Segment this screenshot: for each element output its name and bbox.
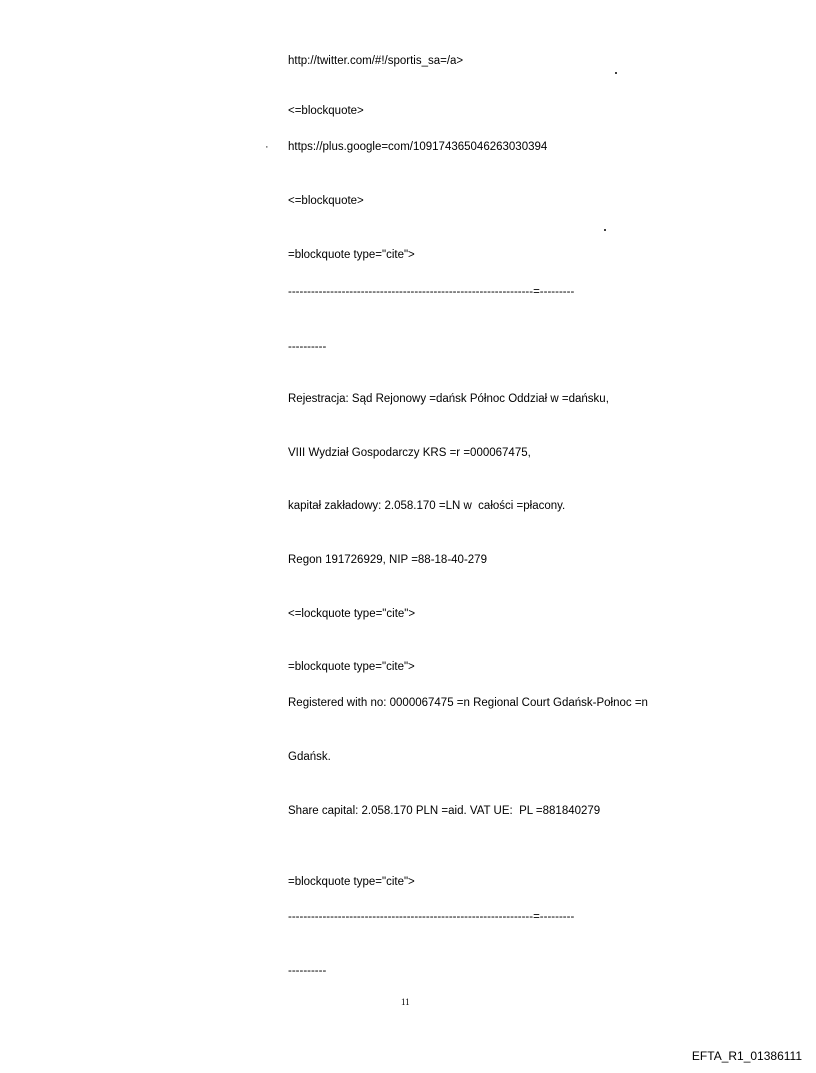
stray-dot-mark: [615, 72, 617, 74]
text-line-lockquote-cite: <=lockquote type="cite">: [288, 608, 416, 620]
text-line-registered-with: Registered with no: 0000067475 =n Regional Court Gdańsk-Połnoc =n: [288, 697, 648, 709]
text-line-google-plus-link: https://plus.google=com/109174365046263030394: [288, 141, 548, 153]
text-line-blockquote-cite: =blockquote type="cite">: [288, 249, 415, 261]
text-line-dashed-short: ----------: [288, 965, 327, 977]
stray-dot-mark: [604, 229, 606, 231]
text-line-krs: VIII Wydział Gospodarczy KRS =r =000067475,: [288, 447, 531, 459]
text-line-blockquote-close: <=blockquote>: [288, 105, 364, 117]
text-line-blockquote-close: <=blockquote>: [288, 195, 364, 207]
text-line-gdansk: Gdańsk.: [288, 751, 331, 763]
text-line-share-capital: Share capital: 2.058.170 PLN =aid. VAT UE: PL =881840279: [288, 805, 601, 817]
text-line-rejestracja: Rejestracja: Sąd Rejonowy =dańsk Północ Oddział w =dańsku,: [288, 393, 609, 405]
page-number: 11: [401, 997, 410, 1007]
text-line-regon-nip: Regon 191726929, NIP =88-18-40-279: [288, 554, 487, 566]
text-line-blockquote-cite: =blockquote type="cite">: [288, 876, 415, 888]
text-line-dashed-separator: ----------------------------------------------------------------=---------: [288, 286, 575, 298]
text-line-dashed-separator: ----------------------------------------------------------------=---------: [288, 911, 575, 923]
text-line-dashed-short: ----------: [288, 341, 327, 353]
text-line-kapital: kapitał zakładowy: 2.058.170 =LN w całości =płacony.: [288, 500, 566, 512]
document-id: EFTA_R1_01386111: [691, 1049, 802, 1063]
text-line-blockquote-cite: =blockquote type="cite">: [288, 661, 415, 673]
bullet-marker: ·: [265, 141, 269, 153]
text-line-twitter-link: http://twitter.com/#!/sportis_sa=/a>: [288, 55, 464, 67]
